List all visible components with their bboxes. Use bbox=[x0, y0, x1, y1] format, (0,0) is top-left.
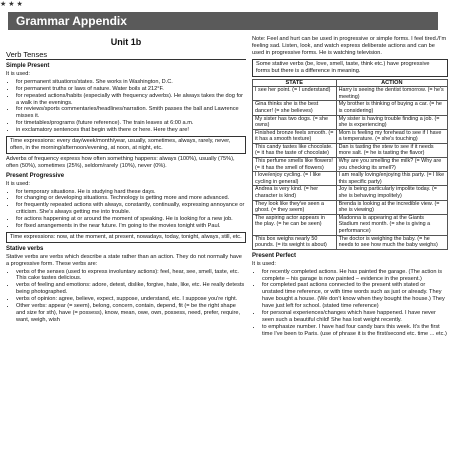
action-cell: Mom is feeling my forehead to see if I have a temperature. (= she's touching) bbox=[336, 129, 447, 143]
table-row bbox=[253, 235, 448, 249]
table-row bbox=[253, 129, 448, 143]
state-cell: This candy tastes like chocolate. (= it has the taste of chocolate) bbox=[253, 143, 337, 157]
table-row bbox=[253, 101, 448, 115]
list-item: • for timetables/programs (future reference). The train leaves at 6:00 a.m. bbox=[16, 120, 246, 127]
action-cell: My brother is thinking of buying a car. (= he is considering) bbox=[336, 101, 447, 115]
present-perfect-list bbox=[252, 269, 448, 338]
state-cell: The aspiring actor appears in the play. (= he can be seen) bbox=[253, 214, 337, 235]
left-column bbox=[6, 36, 246, 326]
table-body bbox=[253, 87, 448, 250]
table-row bbox=[253, 200, 448, 214]
state-cell: They look like they've seen a ghost. (= they seem) bbox=[253, 200, 337, 214]
time-expressions-box: Time expressions: every day/week/month/year, usually, sometimes, always, rarely, never, often, in the morning/afternoon/evening, at noon, at night, etc. bbox=[6, 136, 246, 154]
present-perfect-title: Present Perfect bbox=[252, 252, 297, 259]
state-action-table bbox=[252, 79, 448, 250]
list-item: • for reviews/sports commentaries/headlines/narration. Smith passes the ball and Lawrence misses it. bbox=[16, 106, 246, 120]
list-item: • for permanent truths or laws of nature. Water boils at 212°F. bbox=[16, 86, 246, 93]
table-row bbox=[253, 115, 448, 129]
table-header: STATE bbox=[253, 79, 337, 87]
list-item: • for frequently repeated actions with always, constantly, continually, expressing annoyance or criticism. She's always getting me into trouble. bbox=[16, 202, 246, 216]
simple-present-list bbox=[6, 79, 246, 134]
state-cell: My sister has two dogs. (= she owns) bbox=[253, 115, 337, 129]
state-cell: I love/enjoy cycling. (= I like cycling in general) bbox=[253, 172, 337, 186]
present-progressive-intro: It is used: bbox=[6, 180, 30, 187]
list-item: • verbs of opinion: agree, believe, expect, suppose, understand, etc. I suppose you're right. bbox=[16, 296, 246, 303]
table-row bbox=[253, 143, 448, 157]
state-cell: Andrea is very kind. (= her character is kind) bbox=[253, 186, 337, 200]
action-cell: The doctor is weighing the baby. (= he needs to see how much the baby weighs) bbox=[336, 235, 447, 249]
action-cell: Why are you smelling the milk? (= Why are you checking its smell?) bbox=[336, 158, 447, 172]
present-progressive-list bbox=[6, 189, 246, 230]
page-title: Grammar Appendix bbox=[8, 12, 438, 30]
adverbs-note: Adverbs of frequency express how often something happens: always (100%), usually (75%), often (50%), sometimes (25%), seldom/rarely (10%), never (0%). bbox=[6, 155, 235, 169]
time-expressions-box: Time expressions: now, at the moment, at present, nowadays, today, tonight, always, still, etc. bbox=[6, 232, 246, 243]
action-cell: My sister is having trouble finding a job. (= she is experiencing) bbox=[336, 115, 447, 129]
table-row bbox=[253, 158, 448, 172]
note-paragraph: Note: Feel and hurt can be used in progressive or simple forms. I feel tired./I'm feeling sad. Listen, look, and watch express deliberate actions and can be used in progressive forms. He is watching television. bbox=[252, 36, 447, 56]
list-item: • for repeated actions/habits (especially with frequency adverbs). He always takes the dog for a walk in the evenings. bbox=[16, 93, 246, 107]
table-row bbox=[253, 186, 448, 200]
simple-present-title: Simple Present bbox=[6, 63, 50, 69]
action-cell: Dan is tasting the stew to see if it needs more salt. (= he is tasting the flavor) bbox=[336, 143, 447, 157]
table-header-row bbox=[253, 79, 448, 87]
right-column bbox=[252, 36, 448, 340]
table-row bbox=[253, 214, 448, 235]
state-cell: This perfume smells like flowers! (= it has the smell of flowers) bbox=[253, 158, 337, 172]
list-item: • verbs of the senses (used to express involuntary actions): feel, hear, see, smell, taste, etc. This cake tastes delicious. bbox=[16, 269, 246, 283]
star-decoration: ★ ★ ★ bbox=[0, 1, 23, 8]
table-header: ACTION bbox=[336, 79, 447, 87]
list-item: • for changing or developing situations. Technology is getting more and more advanced. bbox=[16, 195, 246, 202]
state-cell: Gina thinks she is the best dancer! (= she believes) bbox=[253, 101, 337, 115]
state-cell: Finished bronze feels smooth. (= it has a smooth texture) bbox=[253, 129, 337, 143]
state-cell: I see her point. (= I understand) bbox=[253, 87, 337, 101]
table-intro: Some stative verbs (be, love, smell, taste, think etc.) have progressive forms but there is a difference in meaning. bbox=[252, 59, 448, 77]
list-item: • for completed past actions connected to the present with stated or unstated time reference, or with time words such as just or already. They have bought a house. (We don't know when they bought the house.) They have just left for school. (stated time reference) bbox=[262, 282, 448, 310]
action-cell: Madonna is appearing at the Giants Stadium next month. (= she is giving a performance) bbox=[336, 214, 447, 235]
stative-list bbox=[6, 269, 246, 324]
list-item: • for recently completed actions. He has painted the garage. (The action is complete – his garage is now painted – evidence in the present.) bbox=[262, 269, 448, 283]
list-item: • for fixed arrangements in the near future. I'm going to the movies tonight with Paul. bbox=[16, 223, 246, 230]
list-item: • for actions happening at or around the moment of speaking. He is looking for a new job. bbox=[16, 216, 246, 223]
list-item: • to emphasize number. I have had four candy bars this week. It's the first time I've been to Paris. (use of phrase it is the first/second etc. time ... etc.) bbox=[262, 324, 448, 338]
list-item: • for permanent situations/states. She works in Washington, D.C. bbox=[16, 79, 246, 86]
table-row bbox=[253, 87, 448, 101]
simple-present-intro: It is used: bbox=[6, 70, 30, 77]
table-row bbox=[253, 172, 448, 186]
action-cell: Harry is seeing the dentist tomorrow. (= he's meeting) bbox=[336, 87, 447, 101]
list-item: • for temporary situations. He is studying hard these days. bbox=[16, 189, 246, 196]
present-progressive-title: Present Progressive bbox=[6, 172, 65, 179]
stative-intro: Stative verbs are verbs which describe a state rather than an action. They do not normally have a progressive form. These verbs are: bbox=[6, 253, 242, 267]
unit-title: Unit 1b bbox=[110, 37, 142, 47]
list-item: • in exclamatory sentences that begin with there or here. Here they are! bbox=[16, 127, 246, 134]
action-cell: Brenda is looking at the incredible view. (= she is viewing) bbox=[336, 200, 447, 214]
state-cell: This box weighs nearly 50 pounds. (= its weight is about) bbox=[253, 235, 337, 249]
stative-title: Stative verbs bbox=[6, 245, 44, 252]
list-item: • Other verbs: appear (= seem), belong, concern, contain, depend, fit (= be the right shape and size for sth), have (= possess), know, mean, owe, own, possess, need, prefer, require, want, weigh, wish bbox=[16, 303, 246, 324]
list-item: • verbs of feeling and emotions: adore, detest, dislike, forgive, hate, like, etc. He really detests being photographed. bbox=[16, 282, 246, 296]
action-cell: I am really loving/enjoying this party. (= I like this specific party) bbox=[336, 172, 447, 186]
section-title: Verb Tenses bbox=[6, 50, 246, 60]
present-perfect-intro: It is used: bbox=[252, 260, 276, 267]
action-cell: Joy is being particularly impolite today. (= she is behaving impolitely) bbox=[336, 186, 447, 200]
list-item: • for personal experiences/changes which have happened. I have never seen such a beautiful child! She has lost weight recently. bbox=[262, 310, 448, 324]
